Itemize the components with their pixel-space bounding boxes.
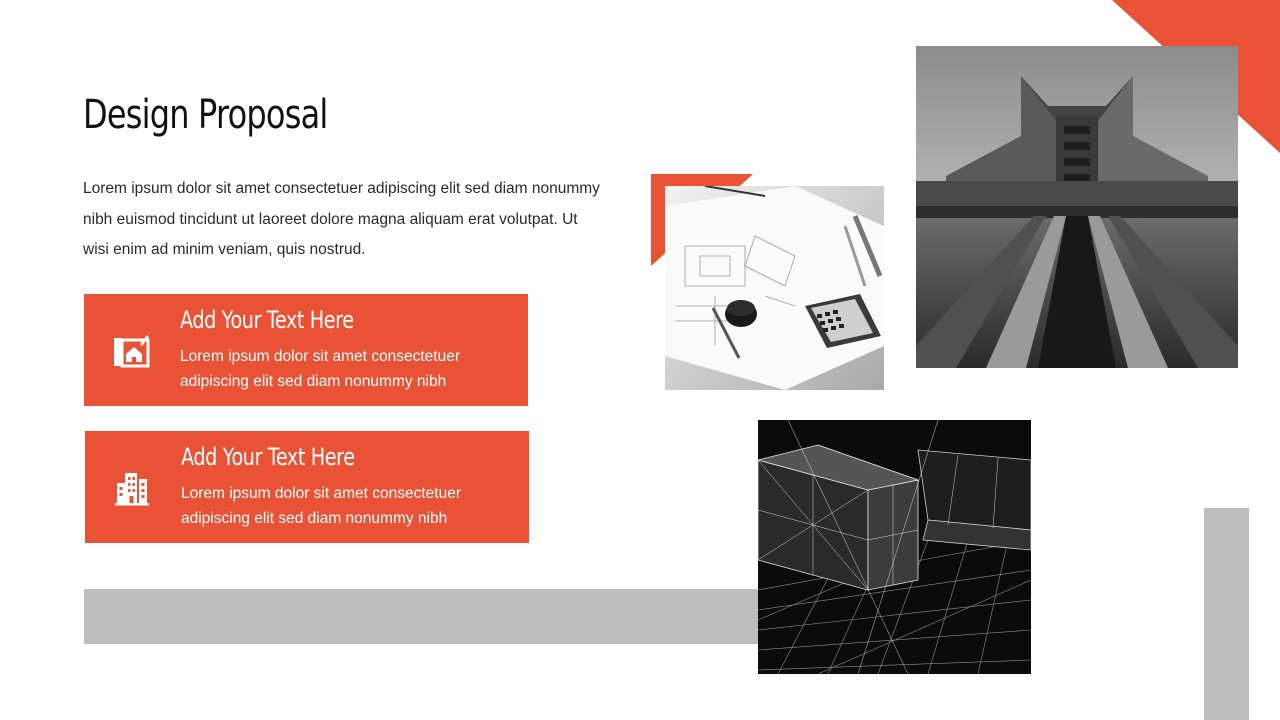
modern-building-photo [916, 46, 1238, 368]
card-title: Add Your Text Here [180, 306, 354, 334]
gray-horizontal-bar [84, 589, 784, 644]
card-title: Add Your Text Here [181, 443, 355, 471]
wireframe-model-photo [758, 420, 1031, 674]
feature-card-2 [85, 431, 529, 543]
architect-desk-photo [665, 186, 884, 390]
card-body: Lorem ipsum dolor sit amet consectetuer adipiscing elit sed diam nonummy nibh [180, 348, 460, 390]
feature-card-1 [84, 294, 528, 406]
intro-paragraph: Lorem ipsum dolor sit amet consectetuer adipiscing elit sed diam nonummy nibh euismod tincidunt ut laoreet dolore magna aliquam erat volutpat. Ut wisi enim ad minim veniam, quis nostrud. [83, 180, 600, 258]
card-body: Lorem ipsum dolor sit amet consectetuer adipiscing elit sed diam nonummy nibh [181, 485, 461, 527]
buildings-icon [111, 467, 153, 509]
blueprint-house-icon [110, 330, 152, 372]
page-title: Design Proposal [83, 92, 328, 138]
gray-vertical-bar [1204, 508, 1249, 720]
